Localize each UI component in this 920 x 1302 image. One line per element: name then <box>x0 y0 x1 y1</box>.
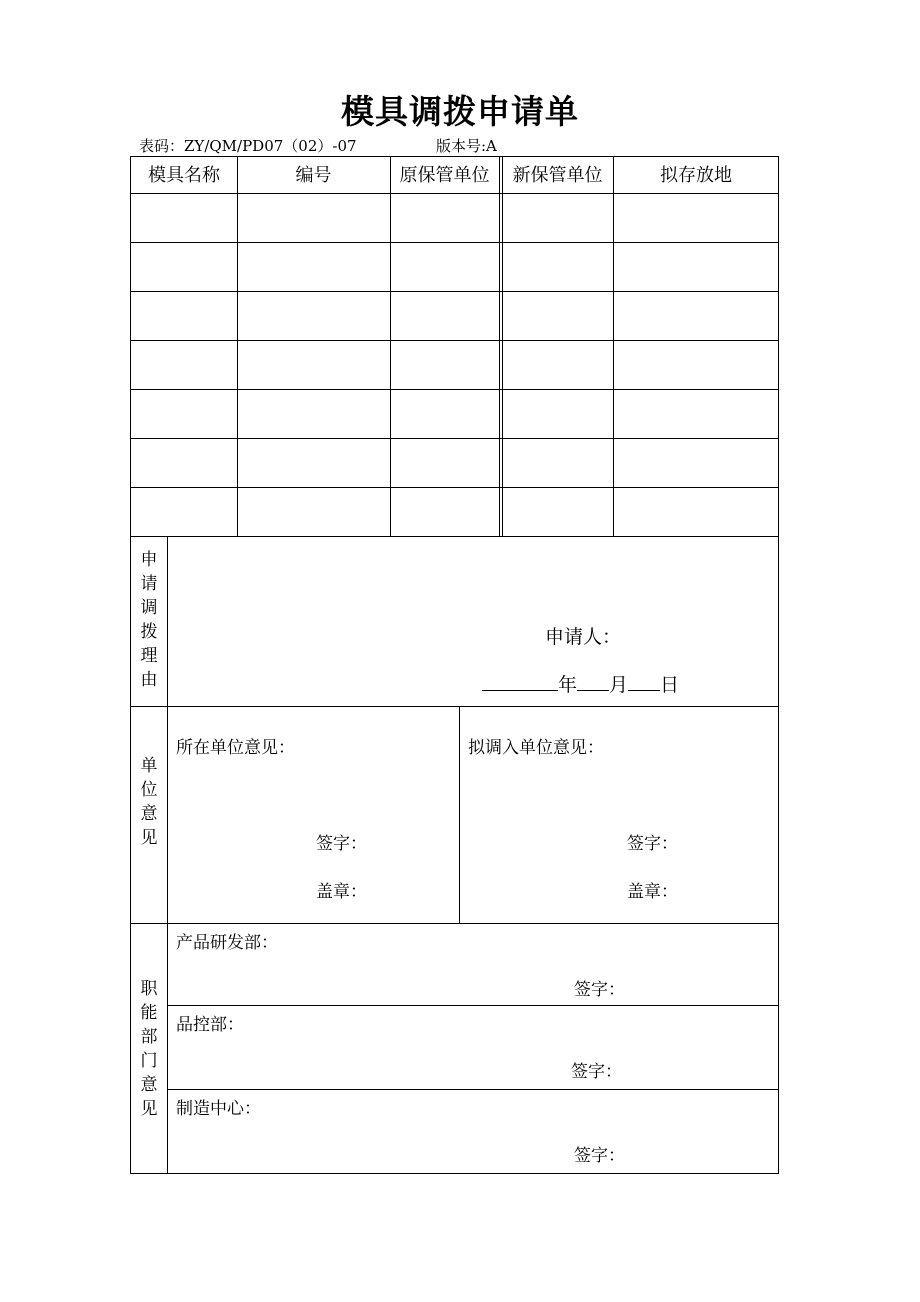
target-unit-seal-label: 盖章： <box>627 882 678 902</box>
unit-opinion-section-label: 单 位 意 见 <box>140 756 158 848</box>
application-date: 年 月 日 <box>482 670 679 697</box>
section-divider <box>131 923 779 924</box>
year-blank[interactable] <box>482 670 558 691</box>
table-row-divider <box>131 389 779 390</box>
applicant-label: 申请人： <box>545 626 622 648</box>
month-blank[interactable] <box>577 670 609 691</box>
target-unit-sign-label: 签字： <box>627 834 678 854</box>
col-header-number: 编号 <box>295 165 332 186</box>
current-unit-seal-label: 盖章： <box>316 882 367 902</box>
table-column-divider <box>499 157 500 536</box>
qc-dept-sign-label: 签字： <box>571 1062 622 1082</box>
application-form <box>130 156 779 1174</box>
table-column-divider <box>390 157 391 536</box>
col-header-storage-location: 拟存放地 <box>660 165 732 186</box>
mfg-center-sign-label: 签字： <box>574 1146 625 1166</box>
mfg-center-label: 制造中心： <box>176 1099 261 1119</box>
table-row-divider <box>131 242 779 243</box>
table-row-divider <box>131 291 779 292</box>
current-unit-sign-label: 签字： <box>316 834 367 854</box>
col-header-new-unit: 新保管单位 <box>512 165 603 186</box>
label-column-divider <box>167 536 168 1174</box>
qc-dept-label: 品控部： <box>176 1015 244 1035</box>
table-column-divider <box>502 157 503 536</box>
rd-dept-sign-label: 签字： <box>574 980 625 1000</box>
reason-section-label: 申 请 调 拨 理 由 <box>140 550 158 690</box>
page-title: 模具调拨申请单 <box>341 92 579 131</box>
table-row-divider <box>131 193 779 194</box>
dept-opinion-section-label: 职 能 部 门 意 见 <box>140 979 158 1119</box>
table-row-divider <box>131 438 779 439</box>
dept-row-divider <box>167 1089 779 1090</box>
dept-row-divider <box>167 1005 779 1006</box>
day-blank[interactable] <box>628 670 660 691</box>
table-column-divider <box>237 157 238 536</box>
form-code: 表码：ZY/QM/PD07（02）-07 <box>139 137 357 155</box>
table-row-divider <box>131 340 779 341</box>
col-header-mold-name: 模具名称 <box>148 165 220 186</box>
section-divider <box>131 706 779 707</box>
target-unit-opinion-label: 拟调入单位意见： <box>468 738 604 758</box>
table-row-divider <box>131 487 779 488</box>
table-column-divider <box>613 157 614 536</box>
table-bottom-border <box>131 536 779 537</box>
col-header-original-unit: 原保管单位 <box>399 165 490 186</box>
rd-dept-label: 产品研发部： <box>176 933 278 953</box>
current-unit-opinion-label: 所在单位意见： <box>176 738 295 758</box>
version-number: 版本号:A <box>436 137 497 155</box>
unit-opinion-divider <box>459 706 460 923</box>
